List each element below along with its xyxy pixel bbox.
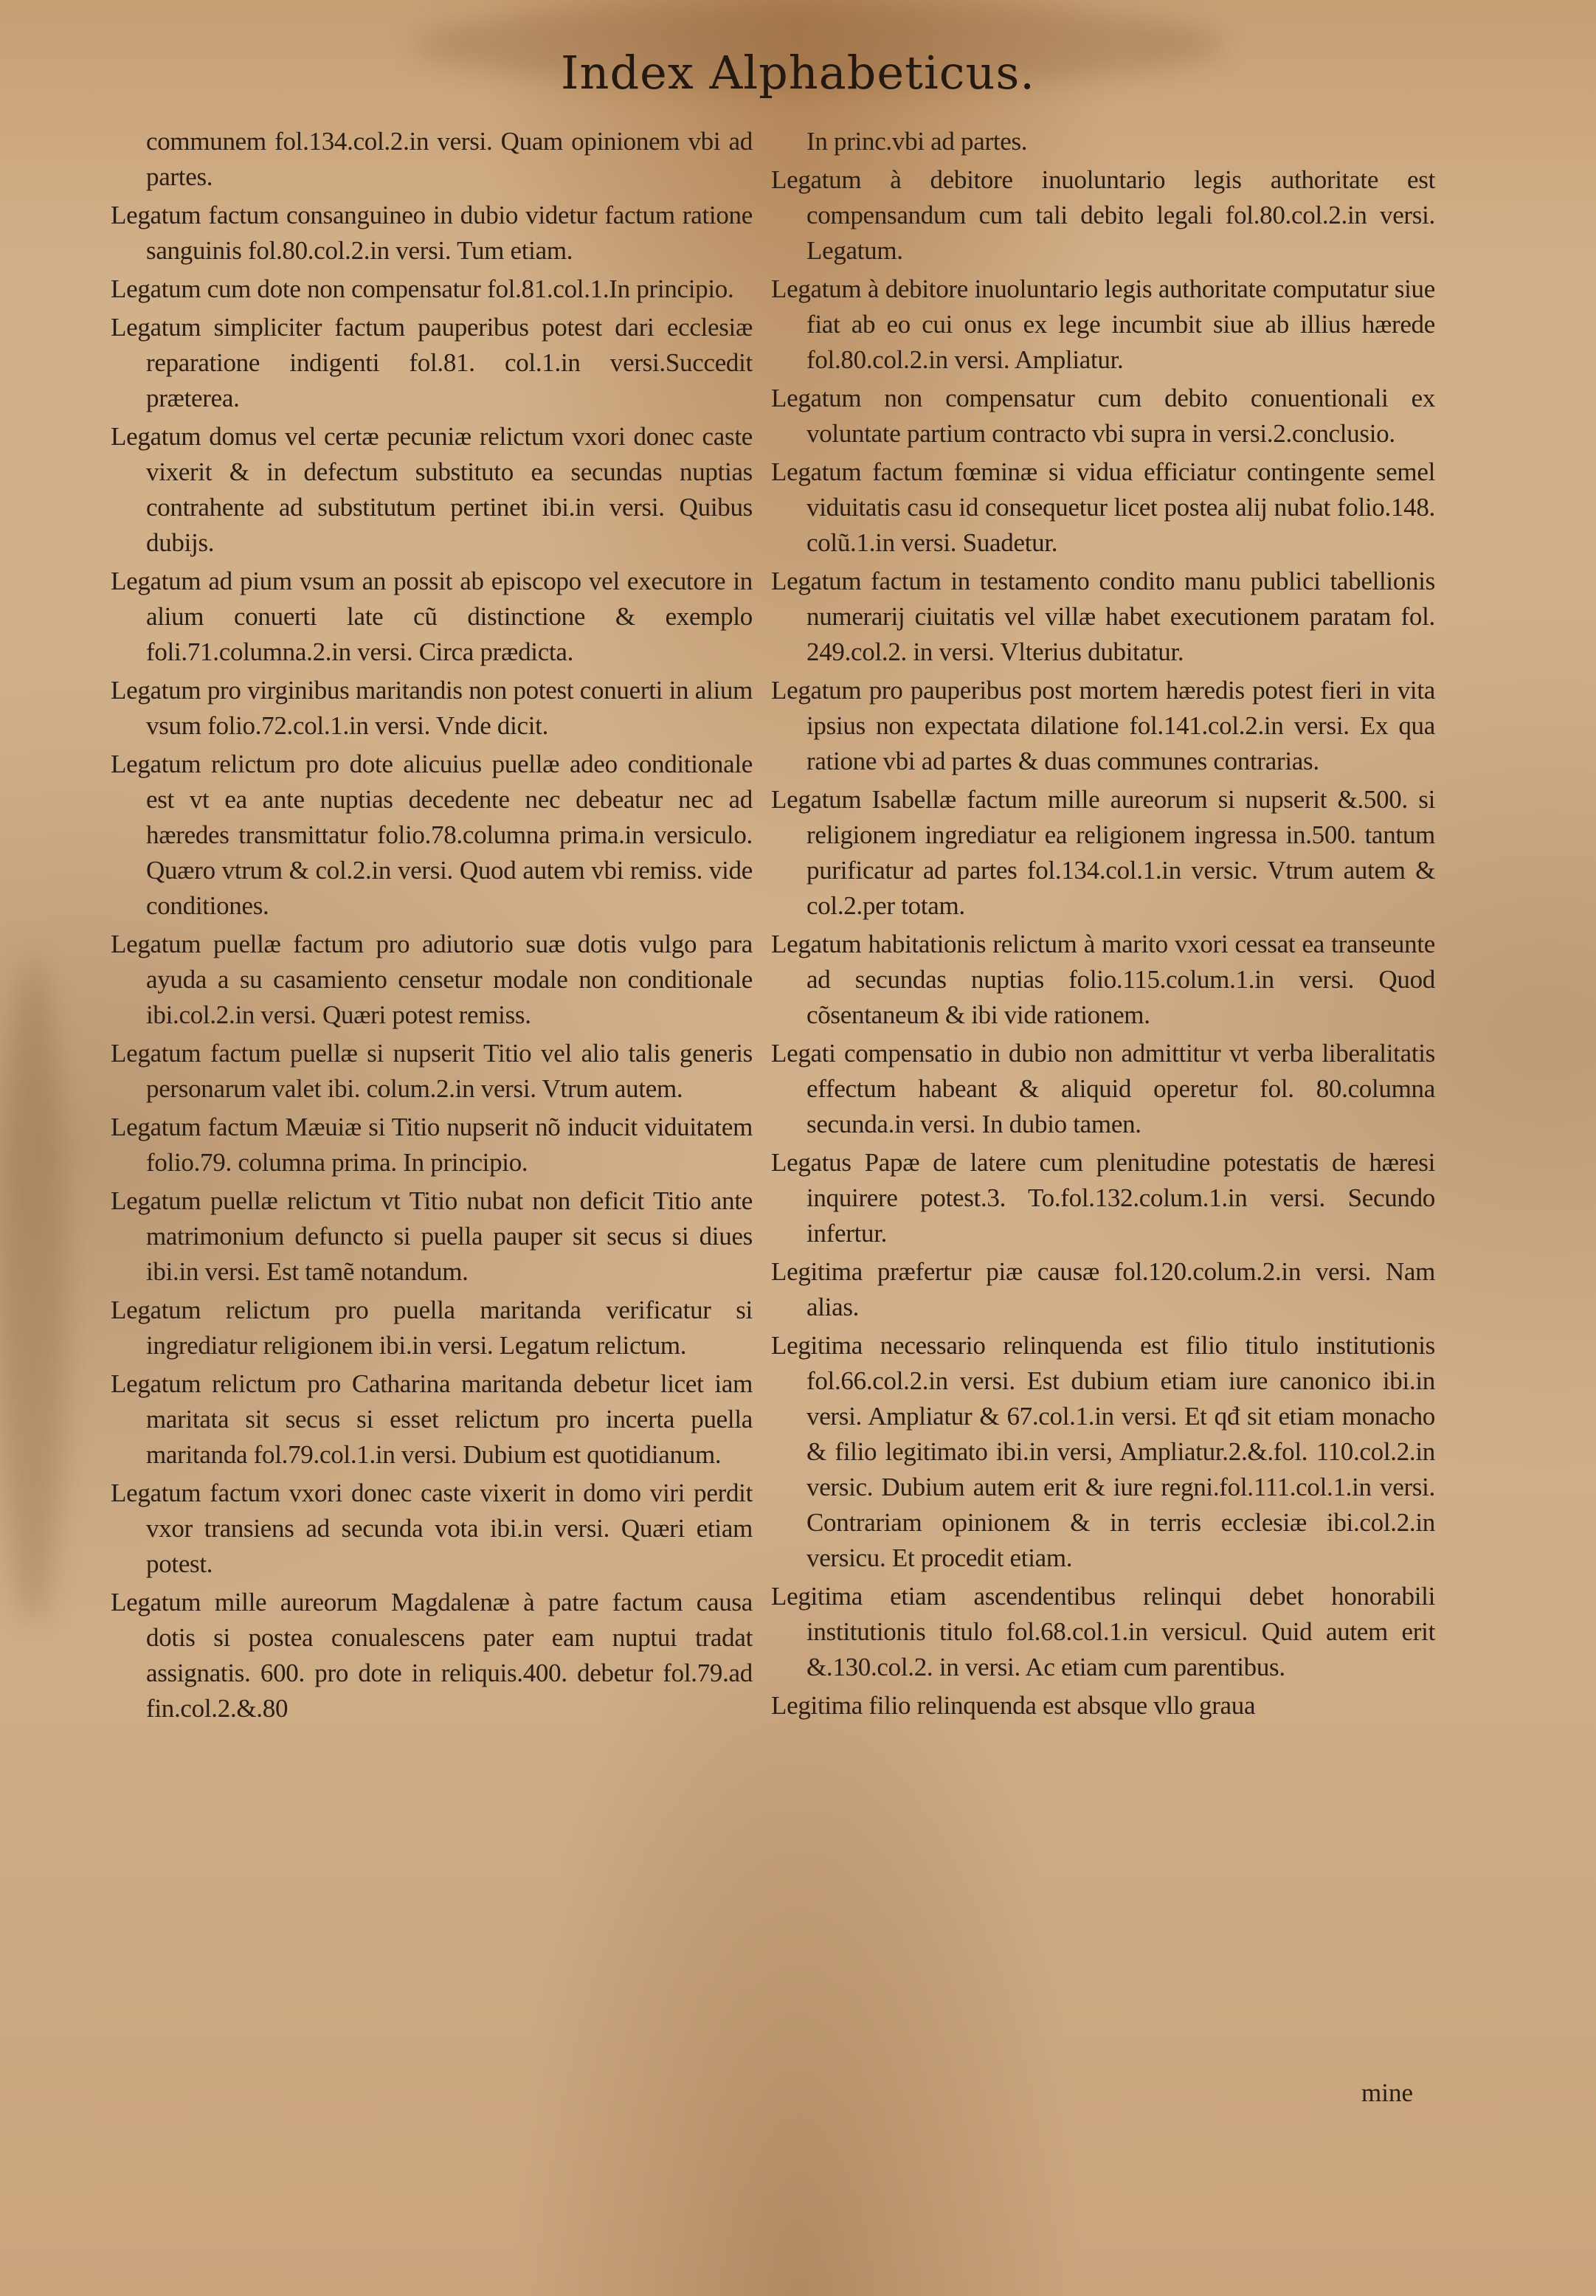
index-entry: Legatum non compensatur cum debito conuentionali ex voluntate partium contracto vbi supra in versi.2.conclusio.: [771, 384, 1435, 448]
index-entry: Legatum factum puellæ si nupserit Titio vel alio talis generis personarum valet ibi. colum.2.in versi. Vtrum autem.: [111, 1039, 753, 1103]
right-continuation-text: In princ.vbi ad partes.: [806, 127, 1028, 156]
index-entry: Legatum factum consanguineo in dubio videtur factum ratione sanguinis fol.80.col.2.in versi. Tum etiam.: [111, 201, 753, 265]
index-entry: Legatum puellæ factum pro adiutorio suæ dotis vulgo para ayuda a su casamiento censetur modale non conditionale ibi.col.2.in versi. Quæri potest remiss.: [111, 930, 753, 1029]
index-entry: Legatum cum dote non compensatur fol.81.col.1.In principio.: [111, 274, 734, 303]
index-entry: Legatum à debitore inuoluntario legis authoritate computatur siue fiat ab eo cui onus ex lege incumbit siue ab illius hærede fol.80.col.2.in versi. Ampliatur.: [771, 274, 1435, 374]
index-entry: Legitima præfertur piæ causæ fol.120.colum.2.in versi. Nam alias.: [771, 1257, 1435, 1321]
left-continuation-text: communem fol.134.col.2.in versi. Quam opinionem vbi ad partes.: [146, 127, 753, 191]
edge-stain: [0, 959, 66, 1623]
index-entry: Legatum factum fœminæ si vidua efficiatur contingente semel viduitatis casu id consequetur licet postea alij nubat folio.148. colũ.1.in versi. Suadetur.: [771, 457, 1435, 557]
index-entry: Legatum à debitore inuoluntario legis authoritate est compensandum cum tali debito legali fol.80.col.2.in versi. Legatum.: [771, 165, 1435, 265]
catchword: mine: [1361, 2078, 1413, 2107]
index-entry: Legatum factum Mæuiæ si Titio nupserit nõ inducit viduitatem folio.79. columna prima. In principio.: [111, 1113, 753, 1177]
index-entry: Legatum domus vel certæ pecuniæ relictum vxori donec caste vixerit & in defectum substituto ea secundas nuptias contrahente ad substitutum pertinet ibi.in versi. Quibus dubijs.: [111, 422, 753, 557]
index-entry: Legatum ad pium vsum an possit ab episcopo vel executore in alium conuerti late cũ distinctione & exemplo foli.71.columna.2.in versi. Circa prædicta.: [111, 567, 753, 666]
index-entry: Legatum pro virginibus maritandis non potest conuerti in alium vsum folio.72.col.1.in versi. Vnde dicit.: [111, 676, 753, 740]
index-entry: Legatum habitationis relictum à marito vxori cessat ea transeunte ad secundas nuptias folio.115.colum.1.in versi. Quod cõsentaneum & ibi vide rationem.: [771, 930, 1435, 1029]
index-entry: Legatum factum vxori donec caste vixerit in domo viri perdit vxor transiens ad secunda vota ibi.in versi. Quæri etiam potest.: [111, 1479, 753, 1578]
index-entry: Legatum factum in testamento condito manu publici tabellionis numerarij ciuitatis vel villæ habet executionem paratam fol. 249.col.2. in versi. Vlterius dubitatur.: [771, 567, 1435, 666]
index-entry: Legatum relictum pro dote alicuius puellæ adeo conditionale est vt ea ante nuptias decedente nec debeatur nec ad hæredes transmittatur folio.78.columna prima.in versiculo. Quæro vtrum & col.2.in versi. Quod autem vbi remiss. vide conditiones.: [111, 750, 753, 920]
index-entry: Legitima etiam ascendentibus relinqui debet honorabili institutionis titulo fol.68.col.1.in versicul. Quid autem erit &.130.col.2. in versi. Ac etiam cum parentibus.: [771, 1582, 1435, 1681]
index-entry: Legatum puellæ relictum vt Titio nubat non deficit Titio ante matrimonium defuncto si puella pauper sit secus si diues ibi.in versi. Est tamẽ notandum.: [111, 1186, 753, 1286]
index-entry: Legatus Papæ de latere cum plenitudine potestatis de hæresi inquirere potest.3. To.fol.132.colum.1.in versi. Secundo infertur.: [771, 1148, 1435, 1248]
index-entry: Legatum Isabellæ factum mille aureorum si nupserit &.500. si religionem ingrediatur ea religionem ingressa in.500. tantum purificatur ad partes fol.134.col.1.in versic. Vtrum autem & col.2.per totam.: [771, 785, 1435, 920]
index-entry: Legatum relictum pro puella maritanda verificatur si ingrediatur religionem ibi.in versi. Legatum relictum.: [111, 1296, 753, 1360]
index-entry: Legitima filio relinquenda est absque vllo graua: [771, 1691, 1256, 1720]
left-column: [111, 124, 753, 1726]
index-entry: Legatum simpliciter factum pauperibus potest dari ecclesiæ reparatione indigenti fol.81. col.1.in versi.Succedit præterea.: [111, 313, 753, 412]
index-entry: Legati compensatio in dubio non admittitur vt verba liberalitatis effectum habeant & aliquid operetur fol. 80.columna secunda.in versi. In dubio tamen.: [771, 1039, 1435, 1138]
index-entry: Legatum pro pauperibus post mortem hæredis potest fieri in vita ipsius non expectata dilatione fol.141.col.2.in versi. Ex qua ratione vbi ad partes & duas communes contrarias.: [771, 676, 1435, 775]
page-title: Index Alphabeticus.: [561, 46, 1035, 100]
index-entry: Legitima necessario relinquenda est filio titulo institutionis fol.66.col.2.in versi. Est dubium etiam iure canonico ibi.in versi. Ampliatur & 67.col.1.in versi. Et qđ sit etiam monacho & filio legitimato ibi.in versi, Ampliatur.2.&.fol. 110.col.2.in versic. Dubium autem erit & iure regni.fol.111.col.1.in versi. Contrariam opinionem & in terris ecclesiæ ibi.col.2.in versicu. Et procedit etiam.: [771, 1331, 1435, 1572]
right-column: [771, 124, 1435, 1723]
index-entry: Legatum relictum pro Catharina maritanda debetur licet iam maritata sit secus si esset relictum pro incerta puella maritanda fol.79.col.1.in versi. Dubium est quotidianum.: [111, 1369, 753, 1469]
index-entry: Legatum mille aureorum Magdalenæ à patre factum causa dotis si postea conualescens pater eam nuptui tradat assignatis. 600. pro dote in reliquis.400. debetur fol.79.ad fin.col.2.&.80: [111, 1588, 753, 1723]
